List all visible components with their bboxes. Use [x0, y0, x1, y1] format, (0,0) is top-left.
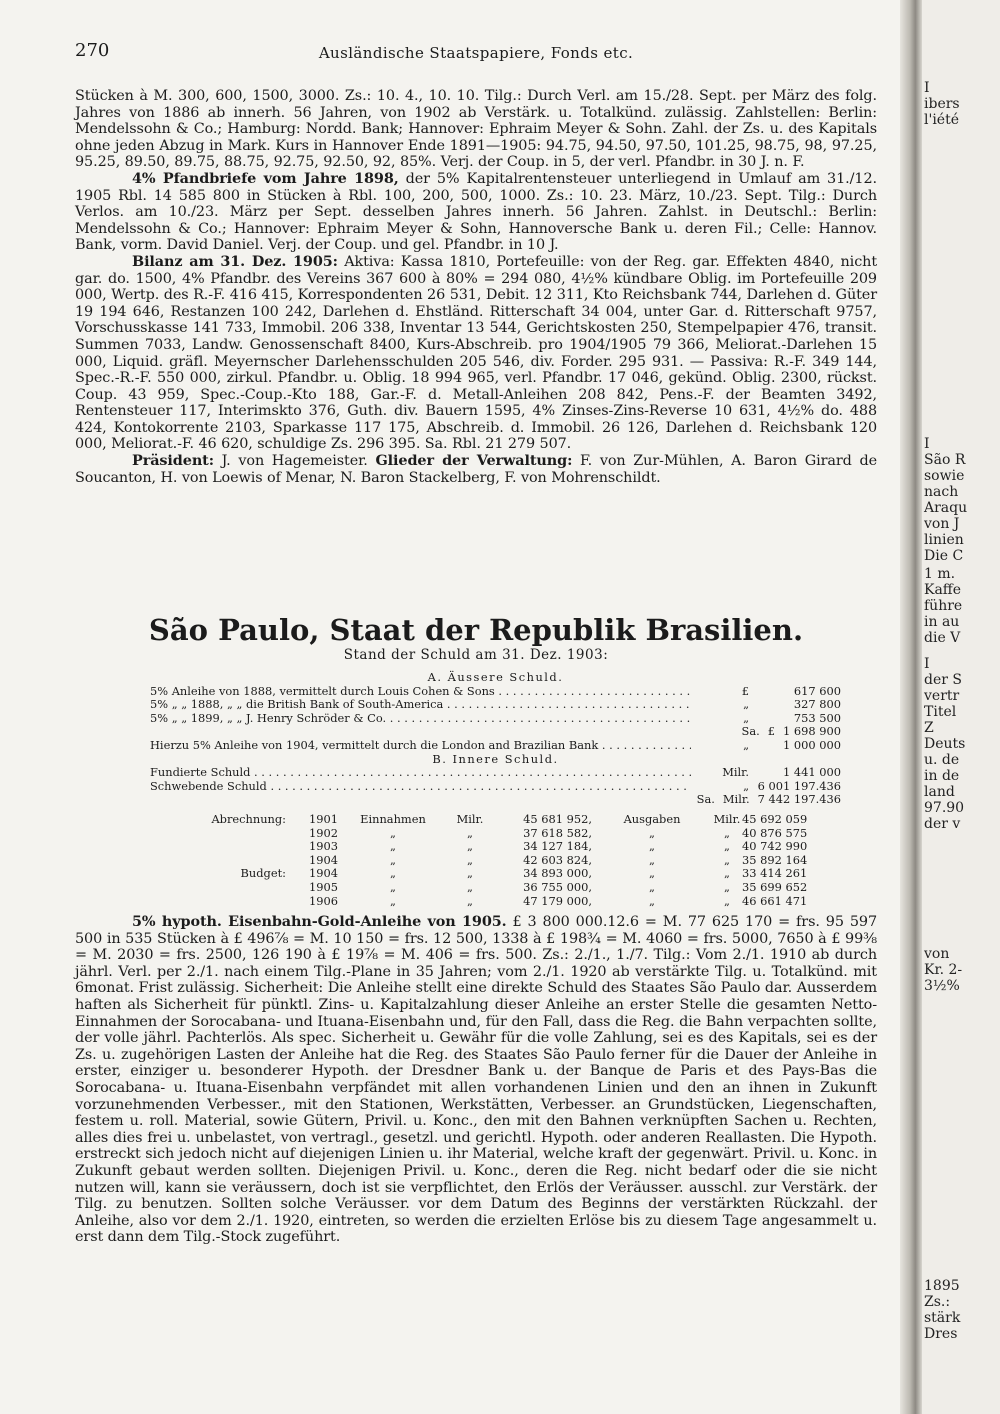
expense-label: „	[649, 852, 655, 867]
expense-currency: „	[724, 825, 730, 840]
budget-row	[150, 813, 841, 827]
bilanz-text: Aktiva: Kassa 1810, Portefeuille: von der Reg. gar. Effekten 4840, nicht gar. do. 1500, 4% Pfandbr. des Vereins 367 600 à 80% = 294 080, 4½% kündbare Oblig. im Portefeuille 209 000, Wertp. des R.-F. 416 415, Korrespondenten 26 531, Debit. 12 311, Kto Reichsbank 744, Darlehen d. Güter 19 194 646, Restanzen 100 242, Darlehen d. Ehstländ. Ritterschaft 34 004, unter Gar. d. Ritterschaft 9757, Vorschusskasse 141 733, Immobil. 206 338, Inventar 13 544, Gerichtskosten 250, Stempelpapier 476, transit. Summen 7033, Landw. Genossenschaft 8400, Kurs-Abschreib. pro 1904/1905 79 366, Meliorat.-Darlehen 15 000, Liquid. gräfl. Meyernscher Darlehensschulden 205 546, div. Forder. 295 931. — Passiva: R.-F. 349 144, Spec.-R.-F. 550 000, zirkul. Pfandbr. u. Oblig. 18 994 965, verl. Pfandbr. 17 046, gekünd. Oblig. 2300, rückst. Coup. 43 959, Spec.-Coup.-Kto 188, Gar.-F. d. Metall-Anleihen 208 842, Pens.-F. der Beamten 3492, Rentensteuer 117, Interimskto 376, Guth. div. Bauern 1595, 4% Zinses-Zins-Reverse 10 631, 4½% do. 488 424, Kontokorrente 2103, Sparkasse 117 175, Abschreib. d. Immobil. 26 126, Darlehen d. Reichsbank 120 000, Meliorat.-F. 46 620, schuldige Zs. 296 395. Sa. Rbl. 21 279 507.	[75, 253, 878, 453]
income-currency: „	[467, 825, 473, 840]
facing-page-fragment: ibers	[924, 96, 960, 112]
bond-heading: 5% hypoth. Eisenbahn-Gold-Anleihe von 1905.	[132, 913, 507, 931]
budget-row	[150, 840, 841, 854]
facing-page-fragment: Dres	[924, 1326, 958, 1342]
facing-page-fragment: von	[924, 946, 950, 962]
budget-year: 1904	[309, 866, 338, 881]
budget-row	[150, 881, 841, 895]
facing-page-fragment: vertr	[924, 688, 960, 704]
facing-page-fragment: 1 m.	[924, 566, 956, 582]
loan-row	[150, 712, 841, 726]
title-bold: São Paulo,	[148, 613, 320, 647]
income-currency: „	[467, 866, 473, 881]
internal-debt-heading: B. Innere Schuld.	[432, 751, 559, 766]
expense-currency: „	[724, 839, 730, 854]
facing-page-fragment: Kaffe	[924, 582, 962, 598]
expense-value: 45 692 059	[742, 811, 808, 826]
expense-currency: „	[724, 866, 730, 881]
loan-currency: £	[741, 683, 749, 698]
verwaltung-heading: Glieder der Verwaltung:	[375, 452, 573, 470]
facing-page-fragment: u. de	[924, 752, 960, 768]
budget-year: 1906	[309, 893, 338, 908]
budget-year: 1902	[309, 825, 338, 840]
income-currency: „	[467, 839, 473, 854]
loan-amount: 327 800	[793, 697, 841, 712]
internal-debt-amount: 6 001 197.436	[757, 778, 841, 793]
facing-page-fragment: die V	[924, 630, 961, 646]
facing-page-fragment: I	[924, 80, 930, 96]
income-label: „	[390, 852, 396, 867]
budget-row-label	[150, 854, 286, 868]
income-currency: „	[467, 879, 473, 894]
loan-label: 5% Anleihe von 1888, vermittelt durch Louis Cohen & Sons . . .	[150, 685, 691, 699]
income-currency: „	[467, 893, 473, 908]
facing-page-fragment: I	[924, 436, 930, 452]
income-value: 34 127 184,	[523, 839, 592, 854]
page-number: 270	[75, 40, 110, 61]
sum-b-amount: 7 442 197.436	[757, 792, 841, 807]
internal-debt-currency: „	[743, 778, 749, 793]
expense-label: „	[649, 839, 655, 854]
external-debt-heading: A. Äussere Schuld.	[427, 670, 564, 684]
pfandbriefe-heading: 4% Pfandbriefe vom Jahre 1898,	[132, 169, 399, 187]
facing-page-fragment: der v	[924, 816, 961, 832]
income-label: „	[390, 893, 396, 908]
facing-page-fragment: der S	[924, 672, 962, 688]
expense-currency: Milr.	[713, 811, 741, 826]
budget-table	[150, 813, 841, 908]
facing-page-fragment: 97.90	[924, 800, 965, 816]
expense-value: 35 892 164	[742, 852, 808, 867]
internal-debt-row	[150, 766, 841, 780]
book-gutter	[900, 0, 922, 1414]
sao-paulo-section	[75, 613, 877, 1246]
loan-label: 5% „ „ 1899, „ „ J. Henry Schröder & Co. . . .	[150, 712, 691, 726]
budget-row-label	[150, 827, 286, 841]
expense-label: „	[649, 893, 655, 908]
internal-debt-row	[150, 780, 841, 794]
hierzu-row	[150, 739, 841, 753]
verwaltung-names: F. von Zur-Mühlen, A. Baron Girard de Soucanton, H. von Loewis of Menar, N. Baron Stackelberg, F. von Mohrenschildt.	[75, 453, 878, 486]
bilanz-paragraph	[75, 254, 877, 453]
verwaltung-paragraph	[75, 453, 877, 486]
budget-row-label	[150, 895, 286, 909]
facing-page-fragment: linien	[924, 532, 964, 548]
loan-currency: „	[743, 710, 749, 725]
facing-page-fragment: 3½%	[924, 978, 960, 994]
expense-label: „	[649, 866, 655, 881]
facing-page-fragment: 1895	[924, 1278, 960, 1294]
sum-a-label: Sa.	[741, 724, 760, 739]
loan-label: 5% „ „ 1888, „ „ die British Bank of South-America . . .	[150, 698, 691, 712]
income-value: 34 893 000,	[523, 866, 592, 881]
budget-year: 1904	[309, 852, 338, 867]
sum-a-row	[150, 725, 841, 739]
praesident-name: J. von Hagemeister.	[213, 453, 376, 470]
sum-a-amount: 1 698 900	[783, 724, 841, 739]
expense-currency: „	[724, 852, 730, 867]
budget-row-label	[150, 881, 286, 895]
title-rest: Staat der Republik Brasilien.	[319, 613, 804, 647]
tilgung-paragraph: Stücken à M. 300, 600, 1500, 3000. Zs.: 10. 4., 10. 10. Tilg.: Durch Verl. am 15./28. Sept. per März des folg. Jahres von 1886 ab innerh. 56 Jahren, von 1902 ab Verstärk. u. Totalkünd. zulässig. Zahlstellen: Berlin: Mendelssohn & Co.; Hamburg: Nordd. Bank; Hannover: Ephraim Meyer & Sohn. Zahl. der Zs. u. des Kapitals ohne jeden Abzug in Mark. Kurs in Hannover Ende 1891—1905: 94.75, 94.50, 97.50, 101.25, 98.75, 98, 97.25, 95.25, 89.50, 89.75, 88.75, 92.75, 92.50, 92, 85%. Verj. der Coup. in 5, der verl. Pfandbr. in 30 J. n. F.	[75, 88, 877, 171]
facing-page-fragment: in au	[924, 614, 960, 630]
internal-debt-label: Schwebende Schuld . . .	[150, 780, 691, 794]
loan-amount: 617 600	[793, 683, 841, 698]
budget-row	[150, 854, 841, 868]
sum-b-row	[150, 793, 841, 807]
facing-page-fragment: nach	[924, 484, 959, 500]
expense-label: „	[649, 825, 655, 840]
income-label: „	[390, 866, 396, 881]
facing-page-fragment: São R	[924, 452, 966, 468]
income-label: „	[390, 825, 396, 840]
facing-page-fragment: Titel	[924, 704, 957, 720]
income-value: 45 681 952,	[523, 811, 592, 826]
facing-page-fragment: Deuts	[924, 736, 966, 752]
hierzu-currency: „	[743, 737, 749, 752]
facing-page-fragment: Araqu	[924, 500, 968, 516]
bond-paragraph	[75, 914, 877, 1246]
facing-page-fragment: sowie	[924, 468, 965, 484]
income-label: Einnahmen	[360, 811, 426, 826]
expense-value: 46 661 471	[742, 893, 808, 908]
running-title: Ausländische Staatspapiere, Fonds etc.	[318, 44, 634, 62]
expense-value: 40 876 575	[742, 825, 808, 840]
hierzu-label: Hierzu 5% Anleihe von 1904, vermittelt durch die London and Brazilian Bank . . .	[150, 739, 691, 753]
pfandbriefe-text: der 5% Kapitalrentensteuer unterliegend in Umlauf am 31./12. 1905 Rbl. 14 585 800 in Stücken à Rbl. 100, 200, 500, 1000. Zs.: 10. 23. März, 10./23. Sept. Tilg.: Durch Verlos. am 10./23. März per Sept. desselben Jahres innerh. 56 Jahren. Zahlst. in Deutschl.: Berlin: Mendelssohn & Co.; Hannover: Ephraim Meyer & Sohn, Hannoversche Bank u. deren Fil.; Celle: Hannov. Bank, vorm. David Daniel. Verj. der Coup. und gel. Pfandbr. in 10 J.	[75, 170, 877, 254]
bilanz-heading: Bilanz am 31. Dez. 1905:	[132, 252, 338, 270]
expense-label: „	[649, 879, 655, 894]
facing-page-edge	[922, 0, 1000, 1414]
sum-b-label: Sa.	[696, 792, 715, 807]
sum-b-currency: Milr.	[722, 792, 750, 807]
income-label: „	[390, 839, 396, 854]
sum-a-currency: £	[767, 724, 776, 739]
facing-page-fragment: in de	[924, 768, 960, 784]
facing-page-fragment: führe	[924, 598, 963, 614]
pfandbriefe-paragraph	[75, 171, 877, 254]
budget-row	[150, 867, 841, 881]
facing-page-fragment: land	[924, 784, 955, 800]
budget-row	[150, 895, 841, 909]
facing-page-fragment: Die C	[924, 548, 964, 564]
top-entry	[75, 88, 877, 486]
expense-value: 40 742 990	[742, 839, 808, 854]
income-value: 42 603 824,	[523, 852, 592, 867]
expense-currency: „	[724, 893, 730, 908]
budget-year: 1903	[309, 839, 338, 854]
income-currency: „	[467, 852, 473, 867]
debt-statement	[150, 671, 841, 908]
praesident-heading: Präsident:	[132, 452, 214, 470]
internal-debt-label: Fundierte Schuld . . .	[150, 766, 691, 780]
facing-page-fragment: Zs.:	[924, 1294, 951, 1310]
section-title	[75, 613, 877, 647]
income-currency: Milr.	[456, 811, 484, 826]
budget-row-label: Abrechnung:	[211, 811, 286, 826]
income-value: 47 179 000,	[523, 893, 592, 908]
income-value: 36 755 000,	[523, 879, 592, 894]
internal-debt-amount: 1 441 000	[783, 765, 841, 780]
expense-value: 33 414 261	[742, 866, 808, 881]
income-label: „	[390, 879, 396, 894]
loan-row	[150, 698, 841, 712]
income-value: 37 618 582,	[523, 825, 592, 840]
budget-row	[150, 827, 841, 841]
budget-year: 1905	[309, 879, 338, 894]
loan-list	[150, 685, 841, 726]
hierzu-amount: 1 000 000	[783, 737, 841, 752]
internal-debt-list	[150, 766, 841, 793]
loan-currency: „	[743, 697, 749, 712]
section-subtitle: Stand der Schuld am 31. Dez. 1903:	[343, 647, 609, 663]
facing-page-fragment: Z	[924, 720, 934, 736]
facing-page-fragment: l'iété	[924, 112, 959, 128]
facing-page-fragment: von J	[924, 516, 960, 532]
expense-label: Ausgaben	[623, 811, 681, 826]
facing-page-fragment: Kr. 2-	[924, 962, 963, 978]
loan-amount: 753 500	[793, 710, 841, 725]
budget-row-label: Budget:	[240, 866, 286, 881]
internal-debt-currency: Milr.	[722, 765, 749, 780]
facing-page-fragment: I	[924, 656, 930, 672]
expense-value: 35 699 652	[742, 879, 808, 894]
budget-row-label	[150, 840, 286, 854]
expense-currency: „	[724, 879, 730, 894]
bond-text: £ 3 800 000.12.6 = M. 77 625 170 = frs. 95 597 500 in 535 Stücken à £ 496⅞ = M. 10 150 = frs. 12 500, 1338 à £ 198¾ = M. 4060 = frs. 5000, 7650 à £ 99⅜ = M. 2030 = frs. 2500, 126 190 à £ 19⅞ = M. 406 = frs. 500. Zs.: 2./1., 1./7. Tilg.: Vom 2./1. 1910 ab durch jährl. Verl. per 2./1. nach einem Tilg.-Plane in 35 Jahren; vom 2./1. 1920 ab verstärkte Tilg. u. Totalkünd. mit 6monat. Frist zulässig. Sicherheit: Die Anleihe stellt eine direkte Schuld des Staates São Paulo dar. Ausserdem haften als Sicherheit für pünktl. Zins- u. Kapitalzahlung dieser Anleihe an erster Stelle die gesamten Netto-Einnahmen der Sorocabana- und Ituana-Eisenbahn und, für den Fall, dass die Reg. die Bahn verpachten sollte, der volle jährl. Pachterlös. Als spec. Sicherheit u. Gewähr für die volle Zahlung, sei es des Kapitals, sei es der Zs. u. zugehörigen Lasten der Anleihe hat die Reg. des Staates São Paulo ferner für die Dauer der Anleihe in erster, einziger u. besonderer Hypoth. der Dresdner Bank u. der Banque de Paris et des Pays-Bas die Sorocabana- u. Ituana-Eisenbahn verpfändet mit allen vorhandenen Linien und den an ihnen in Zukunft vorzunehmenden Verbesser., mit den Stationen, Werkstätten, Verbesser. an Grundstücken, Liegenschaften, festem u. roll. Material, sowie Gütern, Privil. u. Konc., den mit den Bahnen verknüpften Sachen u. Rechten, alles dies frei u. unbelastet, von vertragl., gesetzl. und gerichtl. Hypoth. oder anderen Reallasten. Die Hypoth. erstreckt sich jedoch nicht auf diejenigen Linien u. ihr Material, welche kraft der gegenwärt. Privil. u. Konc. in Zukunft gebaut werden sollten. Diejenigen Privil. u. Konc., deren die Reg. nicht bedarf oder die sie nicht nutzen will, kann sie veräussern, doch ist sie verpflichtet, den Erlös der Veräusser. ausschl. zur Verstärk. der Tilg. zu benutzen. Sollten solche Veräusser. vor dem Datum des Beginns der verstärkten Rückzahl. der Anleihe, also vor dem 2./1. 1920, eintreten, so werden die erzielten Erlöse bis zu diesem Tage angesammelt u. erst dann dem Tilg.-Stock zugeführt.	[75, 914, 878, 1246]
loan-row	[150, 685, 841, 699]
budget-year: 1901	[309, 811, 338, 826]
facing-page-fragment: stärk	[924, 1310, 961, 1326]
